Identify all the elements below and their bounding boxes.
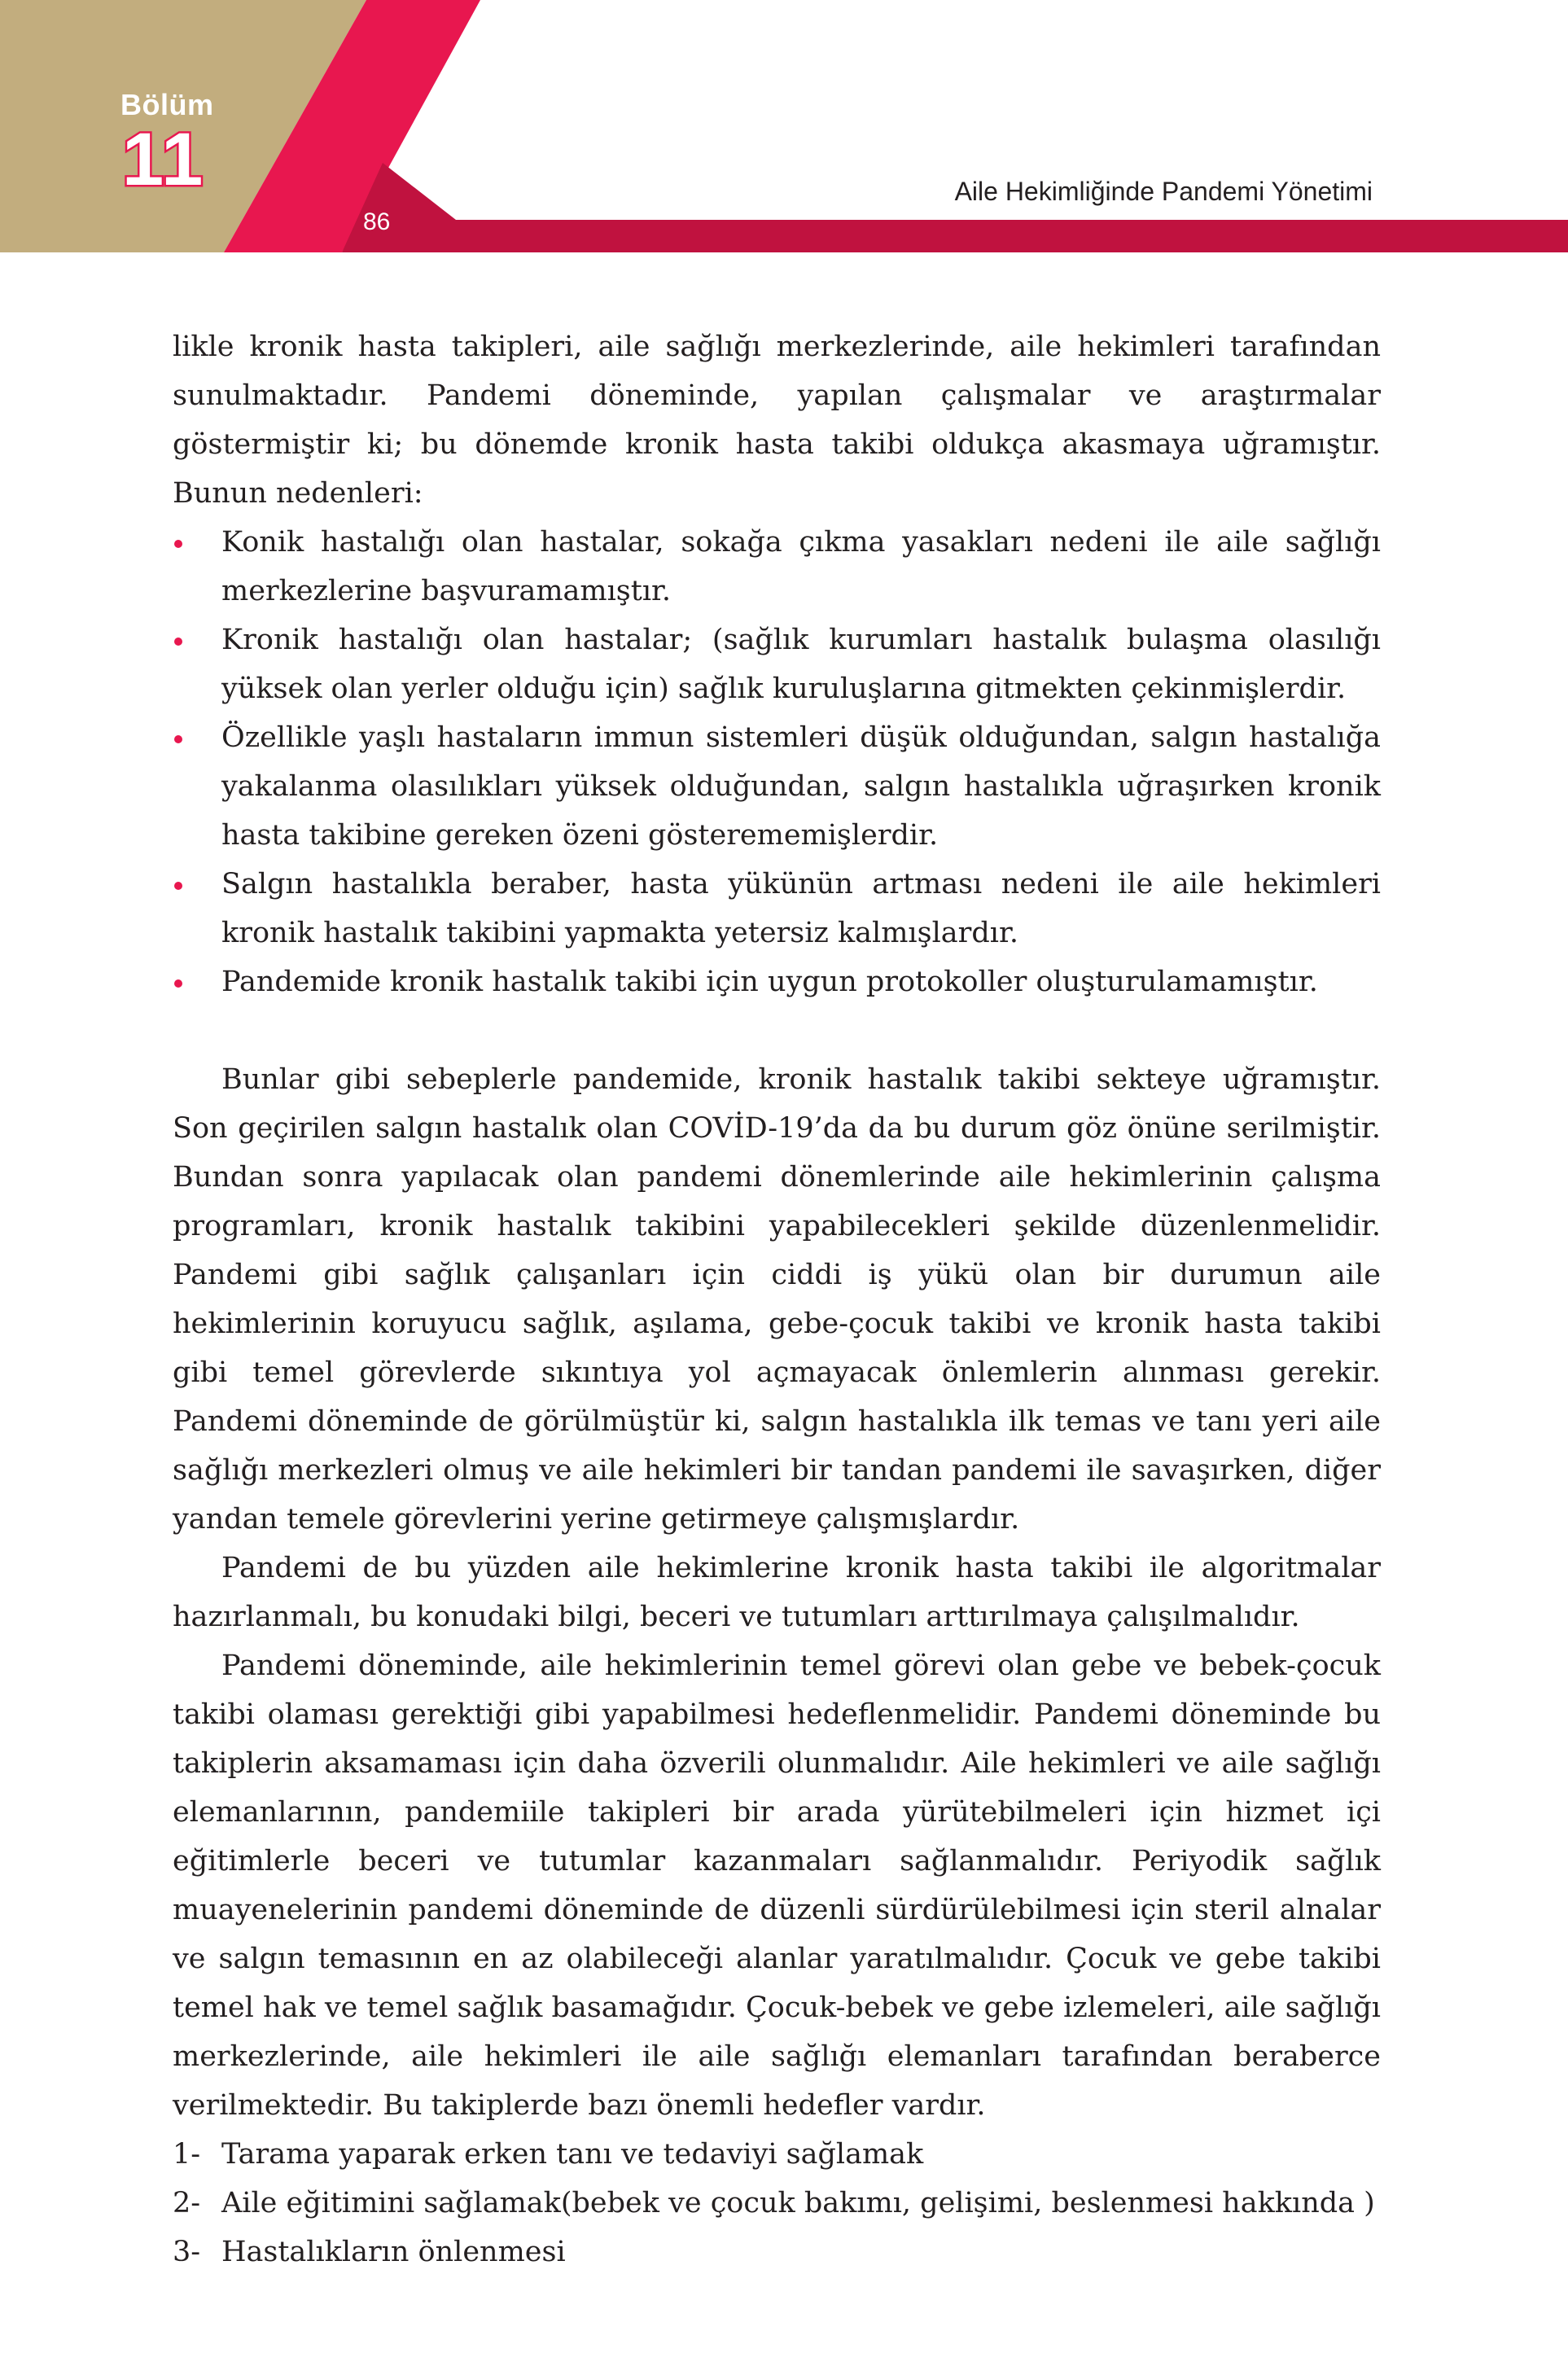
numbered-item-number: 2- [173, 2187, 201, 2219]
body-paragraph: Pandemi de bu yüzden aile hekimlerine kronik hasta takibi ile algoritmalar hazırlanmalı, bu konudaki bilgi, beceri ve tutumları arttırılmaya çalışılmalıdır. [173, 1552, 1381, 1633]
chapter-label: Bölüm [120, 88, 214, 121]
page-body [173, 322, 1381, 2276]
bullet-item: Pandemide kronik hastalık takibi için uygun protokoller oluşturulamamıştır. [173, 957, 1381, 1006]
running-title: Aile Hekimliğinde Pandemi Yönetimi [954, 177, 1373, 206]
page-number: 86 [363, 208, 391, 235]
numbered-list [173, 2130, 1381, 2276]
numbered-item-number: 3- [173, 2236, 201, 2268]
body-paragraph: Bunlar gibi sebeplerle pandemide, kronik hastalık takibi sekteye uğramıştır. Son geçirilen salgın hastalık olan COVİD-19’da da bu durum göz önüne serilmiştir. Bundan sonra yapılacak olan pandemi dönemlerinde aile hekimlerinin çalışma programları, kronik hastalık takibini yapabilecekleri şekilde düzenlenmelidir. Pandemi gibi sağlık çalışanları için ciddi iş yükü olan bir durumun aile hekimlerinin koruyucu sağlık, aşılama, gebe-çocuk takibi ve kronik hasta takibi gibi temel görevlerde sıkıntıya yol açmayacak önlemlerin alınması gerekir. Pandemi döneminde de görülmüştür ki, salgın hastalıkla ilk temas ve tanı yeri aile sağlığı merkezleri olmuş ve aile hekimleri bir tandan pandemi ile savaşırken, diğer yandan temele görevlerini yerine getirmeye çalışmışlardır. [173, 1063, 1381, 1536]
section-gap [173, 1006, 1381, 1055]
numbered-item [173, 2228, 1381, 2276]
header-banner [0, 0, 1568, 252]
numbered-item-number: 1- [173, 2138, 201, 2171]
intro-paragraph: likle kronik hasta takipleri, aile sağlığı merkezlerinde, aile hekimleri tarafından sunulmaktadır. Pandemi döneminde, yapılan çalışmalar ve araştırmalar göstermiştir ki; bu dönemde kronik hasta takibi oldukça akasmaya uğramıştır. Bunun nedenleri: [173, 331, 1381, 510]
numbered-item [173, 2130, 1381, 2179]
numbered-item-text: Tarama yaparak erken tanı ve tedaviyi sağlamak [221, 2138, 924, 2171]
bullet-item: Salgın hastalıkla beraber, hasta yükünün artması nedeni ile aile hekimleri kronik hastalık takibini yapmakta yetersiz kalmışlardır. [173, 860, 1381, 957]
numbered-item-text: Hastalıkların önlenmesi [221, 2236, 566, 2268]
body-paragraph: Pandemi döneminde, aile hekimlerinin temel görevi olan gebe ve bebek-çocuk takibi olaması gerektiği gibi yapabilmesi hedeflenmelidir. Pandemi döneminde bu takiplerin aksamaması için daha özverili olunmalıdır. Aile hekimleri ve aile sağlığı elemanlarının, pandemiile takipleri bir arada yürütebilmeleri için hizmet içi eğitimlerle beceri ve tutumlar kazanmaları sağlanmalıdır. Periyodik sağlık muayenelerinin pandemi döneminde de düzenli sürdürülebilmesi için steril alnalar ve salgın temasının en az olabileceği alanlar yaratılmalıdır. Çocuk ve gebe takibi temel hak ve temel sağlık basamağıdır. Çocuk-bebek ve gebe izlemeleri, aile sağlığı merkezlerinde, aile hekimleri ile aile sağlığı elemanları tarafından beraberce verilmektedir. Bu takiplerde bazı önemli hedefler vardır. [173, 1650, 1381, 2122]
bullet-item: Özellikle yaşlı hastaların immun sistemleri düşük olduğundan, salgın hastalığa yakalanma olasılıkları yüksek olduğundan, salgın hastalıkla uğraşırken kronik hasta takibine gereken özeni gösterememişlerdir. [173, 713, 1381, 860]
chapter-number: 11 [122, 118, 205, 201]
numbered-item-text: Aile eğitimini sağlamak(bebek ve çocuk bakımı, gelişimi, beslenmesi hakkında ) [221, 2187, 1375, 2219]
bullet-list [173, 518, 1381, 1006]
bullet-item: Konik hastalığı olan hastalar, sokağa çıkma yasakları nedeni ile aile sağlığı merkezlerine başvuramamıştır. [173, 518, 1381, 616]
bullet-item: Kronik hastalığı olan hastalar; (sağlık kurumları hastalık bulaşma olasılığı yüksek olan yerler olduğu için) sağlık kuruluşlarına gitmekten çekinmişlerdir. [173, 616, 1381, 713]
numbered-item [173, 2179, 1381, 2228]
